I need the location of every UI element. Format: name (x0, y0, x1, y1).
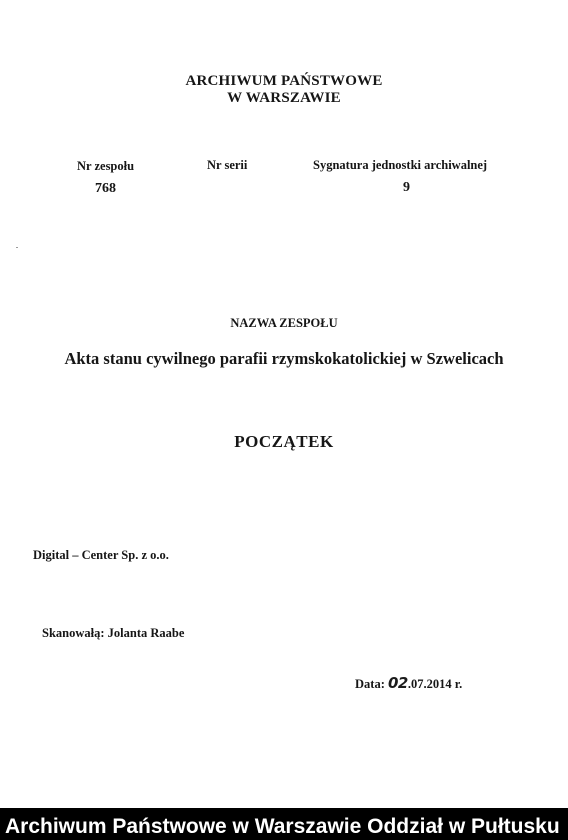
date-day-handwritten: 02 (387, 674, 408, 692)
scan-speck (16, 247, 18, 248)
signature-label: Sygnatura jednostki archiwalnej (313, 158, 488, 172)
scanned-by: Skanowałą: Jolanta Raabe (42, 626, 185, 640)
series-number-label: Nr serii (207, 158, 248, 172)
date-label: Data: (355, 677, 385, 691)
archive-footer-banner (0, 808, 568, 840)
fonds-number-label: Nr zespołu (77, 159, 135, 173)
fonds-name-label: NAZWA ZESPOŁU (230, 316, 338, 330)
fonds-number-value: 768 (95, 181, 116, 196)
start-marker: POCZĄTEK (234, 432, 334, 451)
scan-date (355, 674, 462, 692)
date-rest: .07.2014 r. (407, 677, 463, 691)
institution-name-line-1: ARCHIWUM PAŃSTWOWE (185, 73, 383, 89)
company-name: Digital – Center Sp. z o.o. (33, 548, 169, 562)
signature-value: 9 (403, 180, 410, 195)
fonds-name: Akta stanu cywilnego parafii rzymskokatolickiej w Szwelicach (64, 349, 504, 368)
institution-name-line-2: W WARSZAWIE (227, 90, 341, 106)
footer-text: Archiwum Państwowe w Warszawie Oddział w Pułtusku (5, 815, 560, 838)
